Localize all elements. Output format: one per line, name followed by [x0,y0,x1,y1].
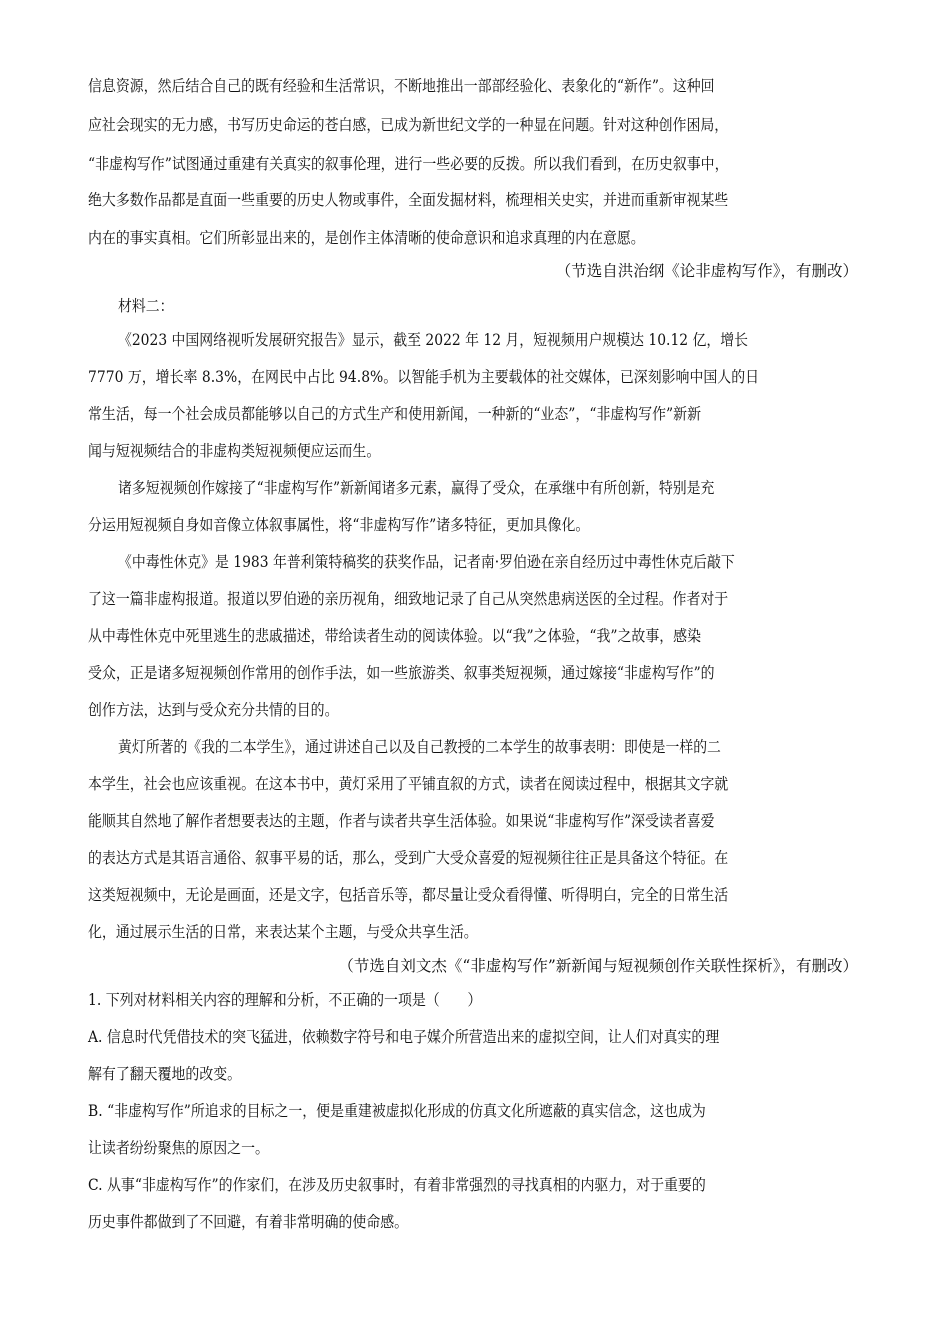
text-line: “非虚构写作”试图通过重建有关真实的叙事伦理，进行一些必要的反拨。所以我们看到，在历史叙事中， [88,155,729,173]
option-line: A. 信息时代凭借技术的突飞猛进，依赖数字符号和电子媒介所营造出来的虚拟空间，让人们对真实的理 [88,1028,720,1046]
text-line: 《2023 中国网络视听发展研究报告》显示，截至 2022 年 12 月，短视频用户规模达 10.12 亿，增长 [118,331,748,349]
source-citation-1: （节选自洪治纲《论非虚构写作》，有删改） [555,262,858,280]
text-line: 本学生，社会也应该重视。在这本书中，黄灯采用了平铺直叙的方式，读者在阅读过程中，根据其文字就 [88,775,729,793]
option-line: C. 从事“非虚构写作”的作家们，在涉及历史叙事时，有着非常强烈的寻找真相的内驱力，对于重要的 [88,1176,706,1194]
text-line: 应社会现实的无力感，书写历史命运的苍白感，已成为新世纪文学的一种显在问题。针对这种创作困局， [88,116,729,134]
text-line: 的表达方式是其语言通俗、叙事平易的话，那么，受到广大受众喜爱的短视频往往正是具备这个特征。在 [88,849,729,867]
source-citation-2: （节选自刘文杰《“非虚构写作”新新闻与短视频创作关联性探析》，有删改） [338,957,858,975]
text-line: 内在的事实真相。它们所彰显出来的，是创作主体清晰的使命意识和追求真理的内在意愿。 [88,229,645,247]
text-line: 分运用短视频自身如音像立体叙事属性，将“非虚构写作”诸多特征，更加具像化。 [88,516,590,534]
option-line: 解有了翻天覆地的改变。 [88,1065,242,1083]
text-line: 绝大多数作品都是直面一些重要的历史人物或事件，全面发掘材料，梳理相关史实，并进而重新审视某些 [88,191,729,209]
text-line: 信息资源，然后结合自己的既有经验和生活常识，不断地推出一部部经验化、表象化的“新作”。这种回 [88,77,715,95]
text-line: 诸多短视频创作嫁接了“非虚构写作”新新闻诸多元素，赢得了受众，在承继中有所创新，特别是充 [118,479,715,497]
text-line: 黄灯所著的《我的二本学生》，通过讲述自己以及自己教授的二本学生的故事表明：即使是一样的二 [118,738,721,756]
option-line: B. “非虚构写作”所追求的目标之一，便是重建被虚拟化形成的仿真文化所遮蔽的真实信念，这也成为 [88,1102,706,1120]
text-line: 这类短视频中，无论是画面，还是文字，包括音乐等，都尽量让受众看得懂、听得明白，完全的日常生活 [88,886,729,904]
text-line: 闻与短视频结合的非虚构类短视频便应运而生。 [88,442,381,460]
text-line: 从中毒性休克中死里逃生的悲戚描述，带给读者生动的阅读体验。以“我”之体验，“我”之故事，感染 [88,627,701,645]
text-line: 常生活，每一个社会成员都能够以自己的方式生产和使用新闻，一种新的“业态”，“非虚构写作”新新 [88,405,701,423]
text-line: 能顺其自然地了解作者想要表达的主题，作者与读者共享生活体验。如果说“非虚构写作”深受读者喜爱 [88,812,715,830]
text-line: 创作方法，达到与受众充分共情的目的。 [88,701,339,719]
text-line: 7770 万，增长率 8.3%，在网民中占比 94.8%。以智能手机为主要载体的社交媒体，已深刻影响中国人的日 [88,368,760,386]
text-line: 受众，正是诸多短视频创作常用的创作手法，如一些旅游类、叙事类短视频，通过嫁接“非虚构写作”的 [88,664,715,682]
material2-heading: 材料二： [118,297,174,315]
text-line: 《中毒性休克》是 1983 年普利策特稿奖的获奖作品，记者南·罗伯逊在亲自经历过中毒性休克后敲下 [118,553,735,571]
option-line: 历史事件都做到了不回避，有着非常明确的使命感。 [88,1213,409,1231]
text-line: 化，通过展示生活的日常，来表达某个主题，与受众共享生活。 [88,923,478,941]
text-line: 了这一篇非虚构报道。报道以罗伯逊的亲历视角，细致地记录了自己从突然患病送医的全过程。作者对于 [88,590,729,608]
option-line: 让读者纷纷聚焦的原因之一。 [88,1139,269,1157]
question-stem: 1. 下列对材料相关内容的理解和分析，不正确的一项是（ ） [88,991,482,1009]
